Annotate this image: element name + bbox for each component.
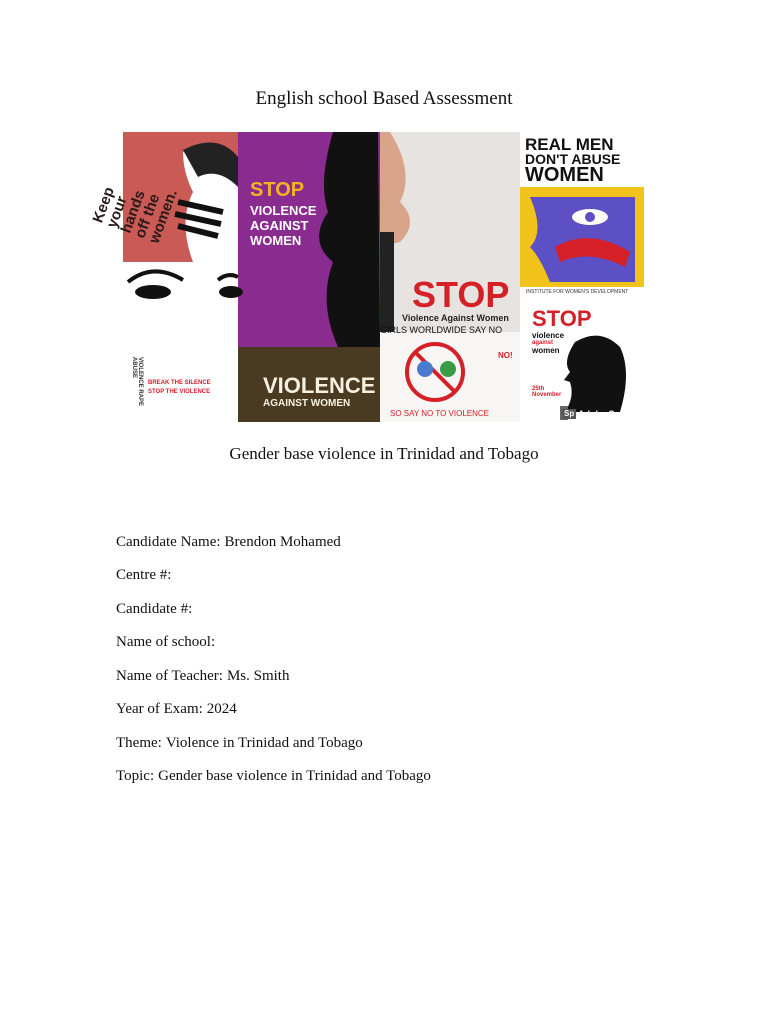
violence-word: violence: [532, 331, 565, 340]
stop-silhouette-heading: STOP: [532, 306, 592, 331]
against-women-text: AGAINST WOMEN: [263, 398, 351, 409]
school-name-label: Name of school:: [116, 634, 216, 650]
teacher-name-label: Name of Teacher:: [116, 668, 223, 684]
eyes-illustration: [123, 262, 238, 322]
candidate-name-value: Brendon Mohamed: [224, 534, 341, 550]
adobe-spark-logo: Sp: [564, 409, 575, 418]
words-list: VIOLENCE RAPE ABUSE: [131, 357, 143, 407]
field-exam-year: [116, 701, 237, 718]
centre-number-label: Centre #:: [116, 567, 172, 583]
real-men-line-2: DON'T ABUSE: [525, 151, 621, 167]
against-word: against: [532, 340, 554, 346]
real-men-line-3: WOMEN: [525, 164, 604, 186]
no-symbol-icon: [380, 337, 520, 407]
exam-year-label: Year of Exam:: [116, 701, 203, 717]
field-candidate-name: [116, 534, 341, 551]
woman-silhouette-icon: [520, 302, 644, 422]
field-centre-number: [116, 567, 175, 584]
stop-violence-text: STOP THE VIOLENCE: [148, 389, 211, 395]
stop-heading: STOP: [250, 179, 305, 201]
say-no-text: SO SAY NO TO VIOLENCE: [390, 409, 489, 418]
break-silence-text: BREAK THE SILENCE: [148, 380, 211, 386]
candidate-name-label: Candidate Name:: [116, 534, 221, 550]
violence-heading: VIOLENCE: [263, 373, 376, 398]
stop-red-heading: STOP: [412, 274, 510, 315]
field-teacher-name: [116, 668, 289, 685]
field-theme: [116, 735, 363, 752]
adobe-spark-label: Adobe Spark: [578, 409, 634, 419]
theme-label: Theme:: [116, 735, 162, 751]
collage-tile-hands-off: [89, 132, 238, 262]
collage-tile-stop-silhouette: [520, 302, 644, 422]
field-topic: [116, 768, 431, 785]
teacher-name-value: Ms. Smith: [226, 668, 290, 684]
field-school-name: [116, 634, 219, 651]
document-subtitle: Gender base violence in Trinidad and Tobago: [229, 444, 539, 463]
document-title: English school Based Assessment: [255, 88, 513, 109]
exam-year-value: 2024: [206, 701, 237, 717]
hands-off-text: Keep your hands off the women.: [89, 184, 181, 246]
stop-line-4: WOMEN: [250, 233, 302, 248]
collage-tile-real-men: [520, 132, 644, 302]
collage-tile-kids-say-no: [380, 325, 520, 422]
real-men-line-1: REAL MEN: [525, 135, 614, 154]
collage-tile-stop-purple: [238, 132, 380, 347]
collage-tile-violence-brown: [238, 347, 380, 422]
field-candidate-number: [116, 601, 196, 618]
stop-red-subtitle: Violence Against Women: [402, 313, 509, 323]
theme-value: Violence in Trinidad and Tobago: [165, 735, 363, 751]
date-text: 25th November: [532, 386, 562, 398]
topic-label: Topic:: [116, 768, 155, 784]
cover-image-collage: [89, 132, 644, 422]
stop-line-3: AGAINST: [250, 218, 309, 233]
girls-worldwide-text: GIRLS WORLDWIDE SAY NO: [380, 325, 503, 335]
topic-value: Gender base violence in Trinidad and Tobago: [158, 768, 431, 784]
collage-tile-stop-grey: [380, 132, 520, 332]
no-label: NO!: [498, 351, 513, 360]
stop-line-2: VIOLENCE: [250, 203, 317, 218]
candidate-number-label: Candidate #:: [116, 601, 193, 617]
women-word: women: [532, 346, 560, 355]
institute-caption: INSTITUTE FOR WOMEN'S DEVELOPMENT: [526, 289, 629, 295]
collage-tile-break-silence: [123, 262, 238, 422]
